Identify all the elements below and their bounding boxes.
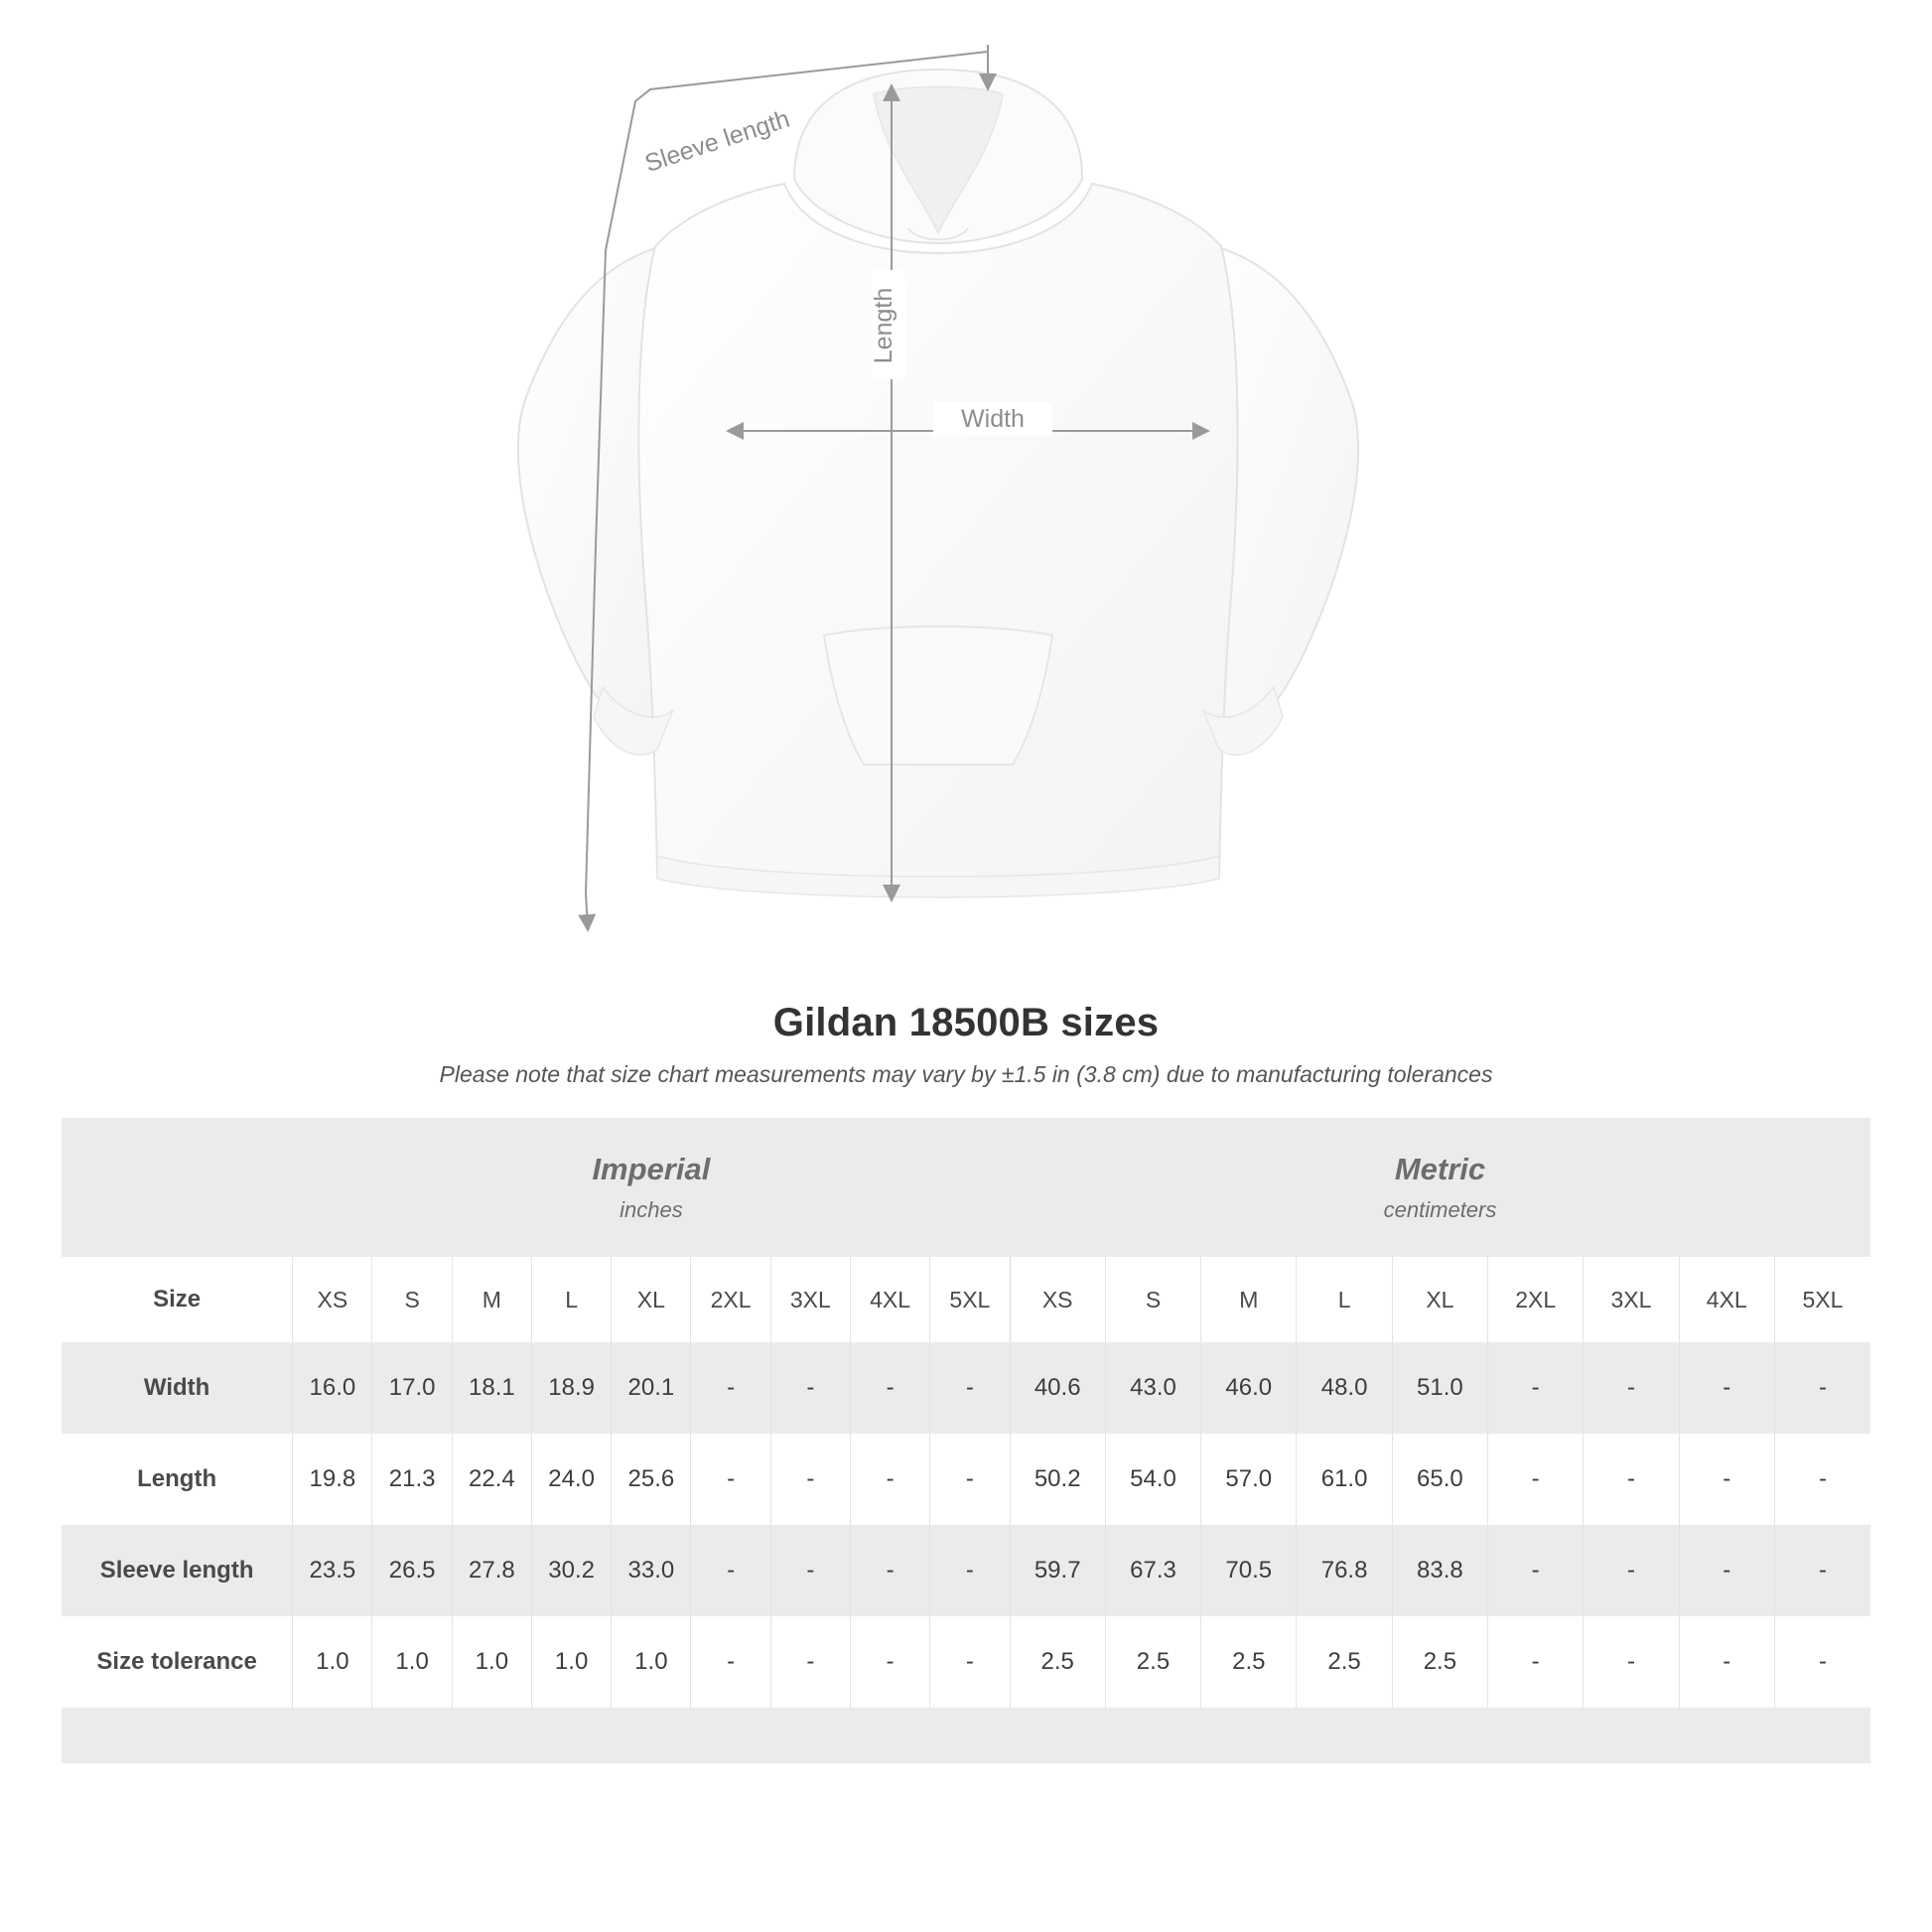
cell-length-metric-xl: 65.0 (1392, 1434, 1487, 1525)
size-header-label: Size (62, 1257, 293, 1342)
sleeve-length-label: Sleeve length (641, 104, 793, 179)
cell-sleeve-metric-xl: 83.8 (1392, 1525, 1487, 1616)
cell-sleeve-imperial-xs: 23.5 (293, 1525, 372, 1616)
cell-length-metric-l: 61.0 (1297, 1434, 1392, 1525)
table-row (62, 1342, 1870, 1434)
size-header-imperial-l: L (531, 1257, 611, 1342)
cell-length-imperial-3xl: - (770, 1434, 850, 1525)
cell-length-imperial-xl: 25.6 (612, 1434, 691, 1525)
cell-width-imperial-l: 18.9 (531, 1342, 611, 1434)
cell-sleeve-imperial-s: 26.5 (372, 1525, 452, 1616)
size-header-metric-s: S (1105, 1257, 1200, 1342)
cell-sleeve-metric-s: 67.3 (1105, 1525, 1200, 1616)
cell-sleeve-metric-3xl: - (1584, 1525, 1679, 1616)
cell-tolerance-imperial-5xl: - (930, 1616, 1010, 1708)
cell-sleeve-metric-4xl: - (1679, 1525, 1774, 1616)
cell-sleeve-imperial-3xl: - (770, 1525, 850, 1616)
size-header-imperial-s: S (372, 1257, 452, 1342)
cell-tolerance-metric-s: 2.5 (1105, 1616, 1200, 1708)
row-label-sleeve-length: Sleeve length (62, 1525, 293, 1616)
length-label: Length (870, 287, 897, 364)
unit-header-spacer (62, 1118, 293, 1257)
cell-width-imperial-4xl: - (850, 1342, 929, 1434)
cell-tolerance-imperial-xs: 1.0 (293, 1616, 372, 1708)
table-row (62, 1434, 1870, 1525)
unit-header-row (62, 1118, 1870, 1257)
cell-length-metric-xs: 50.2 (1010, 1434, 1105, 1525)
cell-width-imperial-s: 17.0 (372, 1342, 452, 1434)
row-label-length: Length (62, 1434, 293, 1525)
cell-length-imperial-4xl: - (850, 1434, 929, 1525)
cell-tolerance-metric-m: 2.5 (1201, 1616, 1297, 1708)
cell-tolerance-metric-xs: 2.5 (1010, 1616, 1105, 1708)
cell-length-imperial-s: 21.3 (372, 1434, 452, 1525)
size-header-imperial-2xl: 2XL (691, 1257, 770, 1342)
size-header-metric-3xl: 3XL (1584, 1257, 1679, 1342)
cell-length-imperial-xs: 19.8 (293, 1434, 372, 1525)
cell-sleeve-metric-l: 76.8 (1297, 1525, 1392, 1616)
cell-sleeve-imperial-5xl: - (930, 1525, 1010, 1616)
cell-sleeve-metric-m: 70.5 (1201, 1525, 1297, 1616)
cell-tolerance-metric-xl: 2.5 (1392, 1616, 1487, 1708)
table-row (62, 1525, 1870, 1616)
cell-tolerance-metric-5xl: - (1774, 1616, 1870, 1708)
cell-width-metric-xl: 51.0 (1392, 1342, 1487, 1434)
size-table-wrapper (62, 1118, 1870, 1763)
unit-sub-metric: centimeters (1383, 1197, 1497, 1222)
cell-length-metric-s: 54.0 (1105, 1434, 1200, 1525)
tolerance-note: Please note that size chart measurements may vary by ±1.5 in (3.8 cm) due to manufacturing tolerances (439, 1061, 1493, 1087)
unit-name-imperial: Imperial (592, 1152, 711, 1186)
size-header-row (62, 1257, 1870, 1342)
cell-length-metric-2xl: - (1488, 1434, 1584, 1525)
unit-name-metric: Metric (1394, 1152, 1486, 1186)
size-header-metric-xl: XL (1392, 1257, 1487, 1342)
cell-width-imperial-5xl: - (930, 1342, 1010, 1434)
size-header-metric-m: M (1201, 1257, 1297, 1342)
cell-width-imperial-m: 18.1 (452, 1342, 531, 1434)
cell-width-metric-2xl: - (1488, 1342, 1584, 1434)
cell-width-imperial-xs: 16.0 (293, 1342, 372, 1434)
size-header-metric-l: L (1297, 1257, 1392, 1342)
unit-sub-imperial: inches (620, 1197, 683, 1222)
size-header-imperial-4xl: 4XL (850, 1257, 929, 1342)
size-header-imperial-m: M (452, 1257, 531, 1342)
cell-length-imperial-m: 22.4 (452, 1434, 531, 1525)
table-footer-cell (62, 1708, 1870, 1763)
cell-sleeve-imperial-m: 27.8 (452, 1525, 531, 1616)
cell-length-imperial-l: 24.0 (531, 1434, 611, 1525)
size-header-metric-2xl: 2XL (1488, 1257, 1584, 1342)
size-header-imperial-xl: XL (612, 1257, 691, 1342)
cell-length-imperial-2xl: - (691, 1434, 770, 1525)
size-header-imperial-3xl: 3XL (770, 1257, 850, 1342)
cell-sleeve-imperial-4xl: - (850, 1525, 929, 1616)
cell-sleeve-imperial-2xl: - (691, 1525, 770, 1616)
cell-sleeve-metric-xs: 59.7 (1010, 1525, 1105, 1616)
cell-width-metric-m: 46.0 (1201, 1342, 1297, 1434)
cell-width-metric-xs: 40.6 (1010, 1342, 1105, 1434)
size-header-imperial-xs: XS (293, 1257, 372, 1342)
cell-sleeve-metric-2xl: - (1488, 1525, 1584, 1616)
cell-tolerance-imperial-s: 1.0 (372, 1616, 452, 1708)
cell-tolerance-imperial-l: 1.0 (531, 1616, 611, 1708)
size-header-metric-5xl: 5XL (1774, 1257, 1870, 1342)
cell-length-metric-3xl: - (1584, 1434, 1679, 1525)
cell-sleeve-imperial-xl: 33.0 (612, 1525, 691, 1616)
cell-length-metric-m: 57.0 (1201, 1434, 1297, 1525)
cell-width-metric-s: 43.0 (1105, 1342, 1200, 1434)
table-footer-strip (62, 1708, 1870, 1763)
cell-width-imperial-2xl: - (691, 1342, 770, 1434)
cell-tolerance-metric-4xl: - (1679, 1616, 1774, 1708)
cell-width-metric-l: 48.0 (1297, 1342, 1392, 1434)
cell-width-imperial-3xl: - (770, 1342, 850, 1434)
cell-sleeve-imperial-l: 30.2 (531, 1525, 611, 1616)
cell-tolerance-imperial-3xl: - (770, 1616, 850, 1708)
cell-tolerance-imperial-2xl: - (691, 1616, 770, 1708)
cell-tolerance-imperial-m: 1.0 (452, 1616, 531, 1708)
cell-length-metric-5xl: - (1774, 1434, 1870, 1525)
size-header-metric-4xl: 4XL (1679, 1257, 1774, 1342)
cell-width-metric-4xl: - (1679, 1342, 1774, 1434)
width-label: Width (961, 405, 1025, 433)
cell-tolerance-imperial-xl: 1.0 (612, 1616, 691, 1708)
size-table (62, 1118, 1870, 1763)
size-header-metric-xs: XS (1010, 1257, 1105, 1342)
row-label-width: Width (62, 1342, 293, 1434)
cell-width-metric-3xl: - (1584, 1342, 1679, 1434)
cell-tolerance-imperial-4xl: - (850, 1616, 929, 1708)
cell-tolerance-metric-l: 2.5 (1297, 1616, 1392, 1708)
title-block (0, 1001, 1932, 1088)
size-header-imperial-5xl: 5XL (930, 1257, 1010, 1342)
cell-tolerance-metric-2xl: - (1488, 1616, 1584, 1708)
row-label-size-tolerance: Size tolerance (62, 1616, 293, 1708)
unit-header-metric (1010, 1118, 1870, 1257)
table-row (62, 1616, 1870, 1708)
cell-width-imperial-xl: 20.1 (612, 1342, 691, 1434)
cell-length-imperial-5xl: - (930, 1434, 1010, 1525)
cell-tolerance-metric-3xl: - (1584, 1616, 1679, 1708)
cell-sleeve-metric-5xl: - (1774, 1525, 1870, 1616)
hoodie-shape (518, 69, 1358, 897)
unit-header-imperial (293, 1118, 1010, 1257)
page-title: Gildan 18500B sizes (772, 1001, 1160, 1044)
cell-width-metric-5xl: - (1774, 1342, 1870, 1434)
cell-length-metric-4xl: - (1679, 1434, 1774, 1525)
